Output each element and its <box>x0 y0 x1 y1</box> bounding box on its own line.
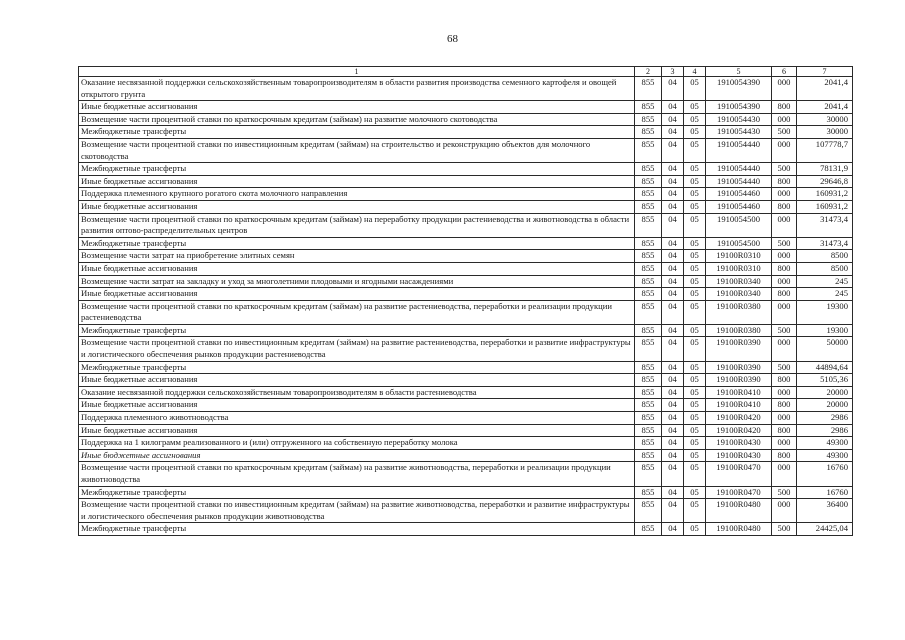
cell-expense-type: 000 <box>772 386 797 399</box>
cell-item-name: Иные бюджетные ассигнования <box>79 200 635 213</box>
budget-table <box>78 66 853 536</box>
cell-target-article: 19100R0310 <box>706 250 772 263</box>
cell-subsection-code: 05 <box>684 262 706 275</box>
cell-expense-type: 800 <box>772 175 797 188</box>
cell-section-code: 04 <box>662 126 684 139</box>
cell-expense-type: 000 <box>772 499 797 523</box>
cell-target-article: 19100R0410 <box>706 399 772 412</box>
cell-item-name: Иные бюджетные ассигнования <box>79 399 635 412</box>
cell-subsection-code: 05 <box>684 126 706 139</box>
cell-amount: 78131,9 <box>797 163 853 176</box>
cell-target-article: 19100R0310 <box>706 262 772 275</box>
cell-section-code: 04 <box>662 163 684 176</box>
table-row <box>79 262 853 275</box>
cell-subsection-code: 05 <box>684 337 706 361</box>
cell-ministry-code: 855 <box>635 399 662 412</box>
cell-item-name: Возмещение части процентной ставки по инвестиционным кредитам (займам) на строительство и реконструкцию объектов для молочного скотоводства <box>79 138 635 162</box>
table-row <box>79 499 853 523</box>
table-row <box>79 374 853 387</box>
cell-subsection-code: 05 <box>684 424 706 437</box>
table-row <box>79 188 853 201</box>
cell-target-article: 1910054460 <box>706 188 772 201</box>
cell-ministry-code: 855 <box>635 412 662 425</box>
cell-ministry-code: 855 <box>635 386 662 399</box>
cell-amount: 31473,4 <box>797 237 853 250</box>
cell-amount: 29646,8 <box>797 175 853 188</box>
cell-amount: 31473,4 <box>797 213 853 237</box>
cell-item-name: Иные бюджетные ассигнования <box>79 262 635 275</box>
cell-subsection-code: 05 <box>684 449 706 462</box>
cell-expense-type: 800 <box>772 399 797 412</box>
cell-amount: 245 <box>797 275 853 288</box>
cell-item-name: Возмещение части процентной ставки по краткосрочным кредитам (займам) на развитие животноводства, переработки и реализации продукции животноводства <box>79 462 635 486</box>
cell-target-article: 19100R0430 <box>706 449 772 462</box>
cell-subsection-code: 05 <box>684 175 706 188</box>
cell-amount: 16760 <box>797 462 853 486</box>
cell-item-name: Межбюджетные трансферты <box>79 237 635 250</box>
cell-ministry-code: 855 <box>635 486 662 499</box>
cell-item-name: Иные бюджетные ассигнования <box>79 449 635 462</box>
cell-section-code: 04 <box>662 188 684 201</box>
cell-subsection-code: 05 <box>684 77 706 101</box>
cell-section-code: 04 <box>662 386 684 399</box>
page-number: 68 <box>447 33 458 45</box>
cell-item-name: Межбюджетные трансферты <box>79 486 635 499</box>
cell-subsection-code: 05 <box>684 300 706 324</box>
cell-ministry-code: 855 <box>635 77 662 101</box>
cell-subsection-code: 05 <box>684 437 706 450</box>
cell-subsection-code: 05 <box>684 275 706 288</box>
cell-ministry-code: 855 <box>635 113 662 126</box>
cell-item-name: Межбюджетные трансферты <box>79 163 635 176</box>
cell-item-name: Возмещение части процентной ставки по инвестиционным кредитам (займам) на развитие растениеводства, переработки и развитие инфраструктуры и логистического обеспечения рынков продукции растениеводства <box>79 337 635 361</box>
cell-section-code: 04 <box>662 250 684 263</box>
cell-target-article: 19100R0430 <box>706 437 772 450</box>
cell-ministry-code: 855 <box>635 523 662 536</box>
cell-section-code: 04 <box>662 337 684 361</box>
cell-amount: 160931,2 <box>797 200 853 213</box>
cell-item-name: Иные бюджетные ассигнования <box>79 374 635 387</box>
cell-section-code: 04 <box>662 324 684 337</box>
table-row <box>79 113 853 126</box>
table-row <box>79 486 853 499</box>
cell-section-code: 04 <box>662 288 684 301</box>
cell-subsection-code: 05 <box>684 163 706 176</box>
cell-item-name: Иные бюджетные ассигнования <box>79 288 635 301</box>
cell-expense-type: 000 <box>772 188 797 201</box>
cell-target-article: 1910054440 <box>706 163 772 176</box>
header-row <box>79 67 853 77</box>
cell-item-name: Оказание несвязанной поддержки сельскохозяйственным товаропроизводителям в области развития производства семенного картофеля и овощей открытого грунта <box>79 77 635 101</box>
cell-section-code: 04 <box>662 138 684 162</box>
cell-expense-type: 800 <box>772 200 797 213</box>
cell-expense-type: 500 <box>772 126 797 139</box>
cell-expense-type: 000 <box>772 250 797 263</box>
cell-item-name: Иные бюджетные ассигнования <box>79 424 635 437</box>
table-header <box>79 67 853 77</box>
cell-amount: 20000 <box>797 386 853 399</box>
header-col-4: 4 <box>684 67 706 77</box>
cell-target-article: 19100R0420 <box>706 412 772 425</box>
cell-expense-type: 000 <box>772 275 797 288</box>
table-row <box>79 288 853 301</box>
cell-section-code: 04 <box>662 101 684 114</box>
cell-subsection-code: 05 <box>684 462 706 486</box>
cell-expense-type: 000 <box>772 300 797 324</box>
cell-item-name: Межбюджетные трансферты <box>79 361 635 374</box>
cell-expense-type: 800 <box>772 101 797 114</box>
cell-section-code: 04 <box>662 424 684 437</box>
cell-amount: 245 <box>797 288 853 301</box>
cell-section-code: 04 <box>662 399 684 412</box>
cell-subsection-code: 05 <box>684 101 706 114</box>
cell-expense-type: 000 <box>772 77 797 101</box>
cell-section-code: 04 <box>662 113 684 126</box>
cell-ministry-code: 855 <box>635 101 662 114</box>
cell-ministry-code: 855 <box>635 462 662 486</box>
cell-target-article: 19100R0480 <box>706 499 772 523</box>
cell-subsection-code: 05 <box>684 138 706 162</box>
cell-ministry-code: 855 <box>635 213 662 237</box>
cell-ministry-code: 855 <box>635 374 662 387</box>
cell-expense-type: 500 <box>772 361 797 374</box>
table-body <box>79 77 853 536</box>
cell-target-article: 1910054390 <box>706 77 772 101</box>
cell-expense-type: 000 <box>772 437 797 450</box>
cell-section-code: 04 <box>662 523 684 536</box>
table-row <box>79 424 853 437</box>
cell-section-code: 04 <box>662 437 684 450</box>
cell-item-name: Возмещение части процентной ставки по краткосрочным кредитам (займам) на развитие растениеводства, переработки и реализации продукции растениеводства <box>79 300 635 324</box>
cell-ministry-code: 855 <box>635 262 662 275</box>
table-row <box>79 175 853 188</box>
cell-section-code: 04 <box>662 499 684 523</box>
table-row <box>79 275 853 288</box>
cell-expense-type: 500 <box>772 324 797 337</box>
table-row <box>79 412 853 425</box>
cell-target-article: 19100R0390 <box>706 374 772 387</box>
cell-subsection-code: 05 <box>684 499 706 523</box>
cell-target-article: 19100R0390 <box>706 361 772 374</box>
table-row <box>79 200 853 213</box>
cell-expense-type: 500 <box>772 523 797 536</box>
cell-amount: 36400 <box>797 499 853 523</box>
cell-ministry-code: 855 <box>635 126 662 139</box>
cell-target-article: 19100R0390 <box>706 337 772 361</box>
cell-subsection-code: 05 <box>684 386 706 399</box>
cell-subsection-code: 05 <box>684 523 706 536</box>
cell-item-name: Поддержка племенного крупного рогатого скота молочного направления <box>79 188 635 201</box>
cell-section-code: 04 <box>662 462 684 486</box>
cell-item-name: Оказание несвязанной поддержки сельскохозяйственным товаропроизводителям в области растениеводства <box>79 386 635 399</box>
cell-amount: 2041,4 <box>797 77 853 101</box>
cell-item-name: Межбюджетные трансферты <box>79 523 635 536</box>
cell-amount: 16760 <box>797 486 853 499</box>
cell-expense-type: 800 <box>772 424 797 437</box>
cell-target-article: 19100R0480 <box>706 523 772 536</box>
cell-target-article: 1910054500 <box>706 213 772 237</box>
cell-ministry-code: 855 <box>635 424 662 437</box>
header-col-7: 7 <box>797 67 853 77</box>
cell-item-name: Поддержка на 1 килограмм реализованного и (или) отгруженного на собственную переработку молока <box>79 437 635 450</box>
cell-expense-type: 000 <box>772 462 797 486</box>
cell-amount: 19300 <box>797 324 853 337</box>
cell-ministry-code: 855 <box>635 449 662 462</box>
cell-item-name: Межбюджетные трансферты <box>79 126 635 139</box>
cell-amount: 30000 <box>797 126 853 139</box>
cell-section-code: 04 <box>662 237 684 250</box>
cell-section-code: 04 <box>662 275 684 288</box>
cell-target-article: 1910054430 <box>706 126 772 139</box>
cell-target-article: 19100R0340 <box>706 275 772 288</box>
cell-subsection-code: 05 <box>684 486 706 499</box>
cell-section-code: 04 <box>662 262 684 275</box>
cell-subsection-code: 05 <box>684 113 706 126</box>
cell-expense-type: 500 <box>772 486 797 499</box>
cell-ministry-code: 855 <box>635 200 662 213</box>
cell-item-name: Возмещение части процентной ставки по краткосрочным кредитам (займам) на развитие молочного скотоводства <box>79 113 635 126</box>
table-row <box>79 77 853 101</box>
cell-subsection-code: 05 <box>684 200 706 213</box>
cell-amount: 30000 <box>797 113 853 126</box>
header-col-6: 6 <box>772 67 797 77</box>
table-row <box>79 399 853 412</box>
table-row <box>79 361 853 374</box>
cell-target-article: 1910054500 <box>706 237 772 250</box>
table-row <box>79 237 853 250</box>
cell-ministry-code: 855 <box>635 163 662 176</box>
cell-amount: 2986 <box>797 424 853 437</box>
cell-amount: 49300 <box>797 449 853 462</box>
cell-ministry-code: 855 <box>635 237 662 250</box>
cell-target-article: 19100R0380 <box>706 324 772 337</box>
cell-target-article: 19100R0470 <box>706 462 772 486</box>
cell-subsection-code: 05 <box>684 213 706 237</box>
cell-amount: 24425,04 <box>797 523 853 536</box>
table-row <box>79 437 853 450</box>
cell-subsection-code: 05 <box>684 250 706 263</box>
cell-expense-type: 000 <box>772 138 797 162</box>
table-row <box>79 324 853 337</box>
cell-item-name: Иные бюджетные ассигнования <box>79 101 635 114</box>
table-row <box>79 337 853 361</box>
cell-subsection-code: 05 <box>684 188 706 201</box>
cell-subsection-code: 05 <box>684 412 706 425</box>
cell-amount: 49300 <box>797 437 853 450</box>
cell-expense-type: 000 <box>772 337 797 361</box>
table-row <box>79 300 853 324</box>
cell-ministry-code: 855 <box>635 337 662 361</box>
cell-expense-type: 800 <box>772 374 797 387</box>
cell-expense-type: 000 <box>772 412 797 425</box>
cell-section-code: 04 <box>662 361 684 374</box>
cell-section-code: 04 <box>662 449 684 462</box>
cell-subsection-code: 05 <box>684 324 706 337</box>
table-row <box>79 523 853 536</box>
cell-ministry-code: 855 <box>635 275 662 288</box>
cell-target-article: 19100R0340 <box>706 288 772 301</box>
table-row <box>79 163 853 176</box>
cell-item-name: Возмещение части затрат на закладку и уход за многолетними плодовыми и ягодными насаждениями <box>79 275 635 288</box>
cell-expense-type: 000 <box>772 213 797 237</box>
cell-subsection-code: 05 <box>684 237 706 250</box>
table-row <box>79 462 853 486</box>
cell-target-article: 19100R0420 <box>706 424 772 437</box>
cell-expense-type: 500 <box>772 237 797 250</box>
table-row <box>79 250 853 263</box>
table-row <box>79 138 853 162</box>
cell-target-article: 1910054460 <box>706 200 772 213</box>
cell-subsection-code: 05 <box>684 361 706 374</box>
cell-amount: 107778,7 <box>797 138 853 162</box>
cell-item-name: Возмещение части процентной ставки по инвестиционным кредитам (займам) на развитие животноводства, переработки и развитие инфраструктуры и логистического обеспечения рынков продукции животноводства <box>79 499 635 523</box>
cell-ministry-code: 855 <box>635 437 662 450</box>
cell-section-code: 04 <box>662 213 684 237</box>
header-col-5: 5 <box>706 67 772 77</box>
table-row <box>79 101 853 114</box>
cell-amount: 2041,4 <box>797 101 853 114</box>
cell-item-name: Межбюджетные трансферты <box>79 324 635 337</box>
cell-target-article: 19100R0410 <box>706 386 772 399</box>
cell-item-name: Поддержка племенного животноводства <box>79 412 635 425</box>
cell-ministry-code: 855 <box>635 250 662 263</box>
cell-target-article: 1910054440 <box>706 138 772 162</box>
header-col-3: 3 <box>662 67 684 77</box>
cell-item-name: Возмещение части процентной ставки по краткосрочным кредитам (займам) на переработку продукции растениеводства и животноводства в области развития оптово-распределительных центров <box>79 213 635 237</box>
cell-ministry-code: 855 <box>635 188 662 201</box>
cell-target-article: 19100R0470 <box>706 486 772 499</box>
cell-ministry-code: 855 <box>635 361 662 374</box>
table-row <box>79 449 853 462</box>
cell-target-article: 1910054390 <box>706 101 772 114</box>
table-row <box>79 386 853 399</box>
cell-target-article: 19100R0380 <box>706 300 772 324</box>
cell-amount: 19300 <box>797 300 853 324</box>
cell-expense-type: 000 <box>772 113 797 126</box>
table-row <box>79 126 853 139</box>
cell-subsection-code: 05 <box>684 288 706 301</box>
cell-section-code: 04 <box>662 486 684 499</box>
cell-target-article: 1910054430 <box>706 113 772 126</box>
cell-item-name: Иные бюджетные ассигнования <box>79 175 635 188</box>
cell-amount: 50000 <box>797 337 853 361</box>
cell-section-code: 04 <box>662 300 684 324</box>
cell-target-article: 1910054440 <box>706 175 772 188</box>
cell-section-code: 04 <box>662 77 684 101</box>
table-row <box>79 213 853 237</box>
cell-expense-type: 800 <box>772 449 797 462</box>
cell-subsection-code: 05 <box>684 399 706 412</box>
cell-subsection-code: 05 <box>684 374 706 387</box>
header-col-1: 1 <box>79 67 635 77</box>
cell-amount: 160931,2 <box>797 188 853 201</box>
cell-item-name: Возмещение части затрат на приобретение элитных семян <box>79 250 635 263</box>
cell-section-code: 04 <box>662 374 684 387</box>
cell-ministry-code: 855 <box>635 175 662 188</box>
cell-amount: 5105,36 <box>797 374 853 387</box>
cell-amount: 8500 <box>797 262 853 275</box>
cell-amount: 2986 <box>797 412 853 425</box>
cell-amount: 20000 <box>797 399 853 412</box>
cell-ministry-code: 855 <box>635 288 662 301</box>
cell-amount: 44894,64 <box>797 361 853 374</box>
cell-amount: 8500 <box>797 250 853 263</box>
cell-expense-type: 500 <box>772 163 797 176</box>
cell-ministry-code: 855 <box>635 300 662 324</box>
header-col-2: 2 <box>635 67 662 77</box>
cell-section-code: 04 <box>662 412 684 425</box>
cell-ministry-code: 855 <box>635 324 662 337</box>
cell-section-code: 04 <box>662 200 684 213</box>
cell-expense-type: 800 <box>772 262 797 275</box>
cell-ministry-code: 855 <box>635 499 662 523</box>
cell-section-code: 04 <box>662 175 684 188</box>
cell-ministry-code: 855 <box>635 138 662 162</box>
cell-expense-type: 800 <box>772 288 797 301</box>
